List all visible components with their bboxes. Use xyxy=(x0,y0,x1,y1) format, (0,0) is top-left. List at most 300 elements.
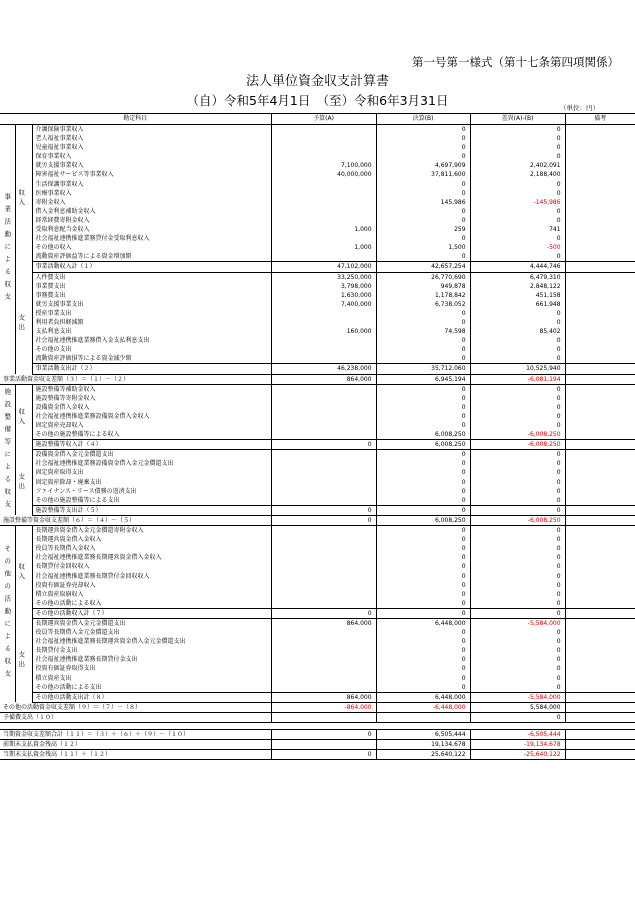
diff-cell: 0 xyxy=(470,683,565,693)
table-row xyxy=(0,282,635,291)
subtotal-row xyxy=(0,505,635,515)
account-label: 保育事業収入 xyxy=(32,152,271,161)
account-label: 固定資産取得支出 xyxy=(32,468,271,477)
actual-cell: 0 xyxy=(376,189,470,198)
budget-cell xyxy=(271,468,376,477)
budget-cell: 47,102,000 xyxy=(271,262,376,272)
remarks-cell xyxy=(565,309,635,318)
diff-cell: 2,188,400 xyxy=(470,170,565,179)
table-row xyxy=(0,637,635,646)
account-label: 投資有価証券取得支出 xyxy=(32,664,271,673)
actual-cell: 0 xyxy=(376,394,470,403)
remarks-cell xyxy=(565,291,635,300)
table-header-row xyxy=(0,114,635,125)
table-row xyxy=(0,143,635,152)
remarks-cell xyxy=(565,272,635,282)
diff-cell: 0 xyxy=(470,628,565,637)
actual-cell: 37,811,600 xyxy=(376,170,470,179)
actual-cell: 6,738,052 xyxy=(376,300,470,309)
account-label: ファイナンス・リース債務の返済支出 xyxy=(32,487,271,496)
account-label: 積立資産取崩収入 xyxy=(32,590,271,599)
summary-label: 当期末支払資金残高（１１）＋（１２） xyxy=(0,750,271,760)
subtotal-row xyxy=(0,692,635,702)
subtotal-label: その他の活動支出計（８） xyxy=(32,692,271,702)
diff-cell: 0 xyxy=(470,637,565,646)
budget-cell xyxy=(271,581,376,590)
budget-cell: 1,000 xyxy=(271,243,376,252)
table-row xyxy=(0,628,635,637)
diff-cell: 0 xyxy=(470,189,565,198)
table-row xyxy=(0,336,635,345)
budget-cell: 0 xyxy=(271,505,376,515)
remarks-cell xyxy=(565,336,635,345)
remarks-cell xyxy=(565,152,635,161)
actual-cell: 1,500 xyxy=(376,243,470,252)
budget-cell: 0 xyxy=(271,440,376,450)
subtotal-row xyxy=(0,608,635,618)
diff-cell: -19,134,678 xyxy=(470,740,565,750)
diff-cell: 0 xyxy=(470,664,565,673)
actual-cell: 0 xyxy=(376,526,470,536)
budget-cell: 864,000 xyxy=(271,618,376,628)
actual-cell: 0 xyxy=(376,674,470,683)
remarks-cell xyxy=(565,750,635,760)
table-row xyxy=(0,309,635,318)
table-row xyxy=(0,134,635,143)
budget-cell xyxy=(271,234,376,243)
actual-cell: 0 xyxy=(376,581,470,590)
income-label: 収入 xyxy=(17,407,26,427)
table-row xyxy=(0,655,635,664)
diff-cell: 0 xyxy=(470,143,565,152)
table-row xyxy=(0,354,635,364)
remarks-cell xyxy=(565,608,635,618)
reserve-label: 予備費支出（１０） xyxy=(0,712,271,722)
account-label: 長期運営資金借入金収入 xyxy=(32,535,271,544)
actual-cell: 0 xyxy=(376,143,470,152)
actual-cell: 42,657,254 xyxy=(376,262,470,272)
expense-label: 支出 xyxy=(17,313,26,333)
actual-cell: 0 xyxy=(376,345,470,354)
remarks-cell xyxy=(565,562,635,571)
actual-cell: 0 xyxy=(376,421,470,430)
table-row xyxy=(0,496,635,506)
unit-label: （単位：円） xyxy=(560,104,599,112)
table-row xyxy=(0,599,635,609)
diff-cell: 0 xyxy=(470,646,565,655)
actual-cell: 0 xyxy=(376,134,470,143)
table-row xyxy=(0,198,635,207)
table-row xyxy=(0,544,635,553)
account-label: 施設整備等補助金収入 xyxy=(32,384,271,394)
budget-cell xyxy=(271,526,376,536)
budget-cell xyxy=(271,544,376,553)
remarks-cell xyxy=(565,234,635,243)
remarks-cell xyxy=(565,637,635,646)
account-label: 流動資産評価益等による資金増加額 xyxy=(32,252,271,262)
remarks-cell xyxy=(565,134,635,143)
table-row xyxy=(0,272,635,282)
balance-label: 施設整備等資金収支差額（６）＝（４）－（５） xyxy=(0,515,271,525)
diff-cell: 0 xyxy=(470,459,565,468)
actual-cell: 0 xyxy=(376,403,470,412)
diff-cell: -6,008,250 xyxy=(470,430,565,440)
account-label: 寄附金収入 xyxy=(32,198,271,207)
diff-cell: 0 xyxy=(470,152,565,161)
budget-cell xyxy=(271,637,376,646)
diff-cell: 0 xyxy=(470,655,565,664)
remarks-cell xyxy=(565,468,635,477)
remarks-cell xyxy=(565,599,635,609)
actual-cell: 0 xyxy=(376,354,470,364)
diff-cell: 0 xyxy=(470,336,565,345)
account-label: 社会福祉連携推進業務設備資金借入金元金償還支出 xyxy=(32,459,271,468)
budget-cell xyxy=(271,487,376,496)
remarks-cell xyxy=(565,478,635,487)
header-budget: 予算(A) xyxy=(271,114,376,125)
diff-cell: 6,479,310 xyxy=(470,272,565,282)
remarks-cell xyxy=(565,692,635,702)
actual-cell: 26,770,690 xyxy=(376,272,470,282)
account-label: 社会福祉連携推進業務設備資金借入金収入 xyxy=(32,412,271,421)
actual-cell: 0 xyxy=(376,412,470,421)
remarks-cell xyxy=(565,125,635,135)
actual-cell: 0 xyxy=(376,535,470,544)
subtotal-label: その他の活動収入計（７） xyxy=(32,608,271,618)
account-label: 社会福祉連携推進業務長期貸付金回収収入 xyxy=(32,572,271,581)
income-label: 収入 xyxy=(17,562,26,582)
diff-cell: 0 xyxy=(470,345,565,354)
remarks-cell xyxy=(565,515,635,525)
diff-cell: 0 xyxy=(470,468,565,477)
budget-cell: 1,000 xyxy=(271,225,376,234)
table-row xyxy=(0,412,635,421)
subtotal-label: 施設整備等収入計（４） xyxy=(32,440,271,450)
actual-cell: 6,945,194 xyxy=(376,374,470,384)
actual-cell: 0 xyxy=(376,655,470,664)
diff-cell: 0 xyxy=(470,526,565,536)
budget-cell xyxy=(271,134,376,143)
budget-cell xyxy=(271,683,376,693)
remarks-cell xyxy=(565,421,635,430)
account-label: 利用者負担軽減額 xyxy=(32,318,271,327)
table-row xyxy=(0,478,635,487)
actual-cell: -6,448,000 xyxy=(376,702,470,712)
budget-cell xyxy=(271,496,376,506)
budget-cell xyxy=(271,207,376,216)
remarks-cell xyxy=(565,740,635,750)
account-label: 就労支援事業収入 xyxy=(32,161,271,170)
summary-row xyxy=(0,750,635,760)
budget-cell xyxy=(271,198,376,207)
budget-cell xyxy=(271,252,376,262)
remarks-cell xyxy=(565,170,635,179)
diff-cell: 0 xyxy=(470,712,565,722)
expense-label: 支出 xyxy=(17,650,26,670)
account-label: 設備資金借入金元金償還支出 xyxy=(32,450,271,460)
table-row xyxy=(0,216,635,225)
budget-cell xyxy=(271,318,376,327)
diff-cell: 10,525,940 xyxy=(470,364,565,374)
account-label: 役員等長期借入金元金償還支出 xyxy=(32,628,271,637)
table-row xyxy=(0,152,635,161)
remarks-cell xyxy=(565,403,635,412)
diff-cell: 0 xyxy=(470,216,565,225)
remarks-cell xyxy=(565,572,635,581)
account-label: 施設整備等寄附金収入 xyxy=(32,394,271,403)
diff-cell: 0 xyxy=(470,134,565,143)
diff-cell: 0 xyxy=(470,496,565,506)
remarks-cell xyxy=(565,712,635,722)
remarks-cell xyxy=(565,590,635,599)
budget-cell xyxy=(271,384,376,394)
table-row xyxy=(0,646,635,655)
remarks-cell xyxy=(565,189,635,198)
table-row xyxy=(0,590,635,599)
actual-cell: 0 xyxy=(376,216,470,225)
spacer-cell xyxy=(0,723,635,730)
budget-cell xyxy=(271,740,376,750)
account-label: その他の活動による収入 xyxy=(32,599,271,609)
category-business: 事業活動による収支 xyxy=(0,125,15,375)
diff-cell: 0 xyxy=(470,309,565,318)
table-row xyxy=(0,430,635,440)
budget-cell xyxy=(271,125,376,135)
account-label: 授産事業支出 xyxy=(32,309,271,318)
account-label: 社会福祉連携推進業務長期貸付金支出 xyxy=(32,655,271,664)
account-label: 長期運営資金借入金元金償還寄附金収入 xyxy=(32,526,271,536)
remarks-cell xyxy=(565,683,635,693)
table-row xyxy=(0,535,635,544)
table-row xyxy=(0,243,635,252)
budget-cell: 0 xyxy=(271,515,376,525)
remarks-cell xyxy=(565,143,635,152)
diff-cell: 5,584,000 xyxy=(470,702,565,712)
diff-cell: -5,584,000 xyxy=(470,692,565,702)
expense-label: 支出 xyxy=(17,473,26,493)
table-row xyxy=(0,170,635,179)
account-label: 長期貸付金回収収入 xyxy=(32,562,271,571)
diff-cell: 0 xyxy=(470,412,565,421)
table-row xyxy=(0,345,635,354)
diff-cell: 0 xyxy=(470,421,565,430)
remarks-cell xyxy=(565,730,635,740)
actual-cell: 6,448,000 xyxy=(376,618,470,628)
remarks-cell xyxy=(565,581,635,590)
actual-cell: 0 xyxy=(376,646,470,655)
budget-cell: -864,000 xyxy=(271,702,376,712)
diff-cell: 2,848,122 xyxy=(470,282,565,291)
account-label: 支払利息支出 xyxy=(32,327,271,336)
account-label: 借入金利息補助金収入 xyxy=(32,207,271,216)
actual-cell: 0 xyxy=(376,459,470,468)
budget-cell xyxy=(271,403,376,412)
actual-cell: 6,008,250 xyxy=(376,440,470,450)
actual-cell: 74,598 xyxy=(376,327,470,336)
account-label: 長期運営資金借入金元金償還支出 xyxy=(32,618,271,628)
diff-cell: 0 xyxy=(470,581,565,590)
remarks-cell xyxy=(565,430,635,440)
remarks-cell xyxy=(565,487,635,496)
budget-cell xyxy=(271,572,376,581)
account-label: 社会福祉連携推進業務長期運営資金借入金元金償還支出 xyxy=(32,637,271,646)
budget-cell xyxy=(271,599,376,609)
table-body xyxy=(0,114,635,760)
diff-cell: 0 xyxy=(470,590,565,599)
account-label: 介護保険事業収入 xyxy=(32,125,271,135)
actual-cell: 4,697,909 xyxy=(376,161,470,170)
budget-cell: 3,798,000 xyxy=(271,282,376,291)
diff-cell: -6,505,444 xyxy=(470,730,565,740)
diff-cell: 0 xyxy=(470,553,565,562)
table-row xyxy=(0,327,635,336)
account-label: 生活保護事業収入 xyxy=(32,180,271,189)
budget-cell: 0 xyxy=(271,608,376,618)
reserve-row xyxy=(0,712,635,722)
account-label: 事務費支出 xyxy=(32,291,271,300)
actual-cell: 0 xyxy=(376,608,470,618)
table-row xyxy=(0,225,635,234)
actual-cell: 0 xyxy=(376,553,470,562)
diff-cell: -500 xyxy=(470,243,565,252)
balance-label: その他の活動資金収支差額（９）＝（７）－（８） xyxy=(0,702,271,712)
diff-cell: 741 xyxy=(470,225,565,234)
remarks-cell xyxy=(565,702,635,712)
budget-cell xyxy=(271,674,376,683)
remarks-cell xyxy=(565,384,635,394)
table-row xyxy=(0,526,635,536)
diff-cell: 0 xyxy=(470,535,565,544)
budget-cell: 7,100,000 xyxy=(271,161,376,170)
actual-cell: 949,878 xyxy=(376,282,470,291)
table-row xyxy=(0,180,635,189)
diff-cell: 0 xyxy=(470,234,565,243)
actual-cell: 6,448,000 xyxy=(376,692,470,702)
table-row xyxy=(0,394,635,403)
remarks-cell xyxy=(565,180,635,189)
budget-cell xyxy=(271,309,376,318)
table-row xyxy=(0,664,635,673)
diff-cell: 0 xyxy=(470,505,565,515)
remarks-cell xyxy=(565,646,635,655)
budget-cell xyxy=(271,336,376,345)
budget-cell: 46,238,000 xyxy=(271,364,376,374)
category-other: その他の活動による収支 xyxy=(0,526,15,703)
actual-cell: 0 xyxy=(376,468,470,477)
diff-cell: 0 xyxy=(470,318,565,327)
actual-cell: 0 xyxy=(376,252,470,262)
account-label: 固定資産除却・廃棄支出 xyxy=(32,478,271,487)
budget-cell xyxy=(271,535,376,544)
diff-cell: -25,640,122 xyxy=(470,750,565,760)
account-label: その他の施設整備等による支出 xyxy=(32,496,271,506)
remarks-cell xyxy=(565,354,635,364)
remarks-cell xyxy=(565,374,635,384)
account-label: 児童福祉事業収入 xyxy=(32,143,271,152)
budget-cell xyxy=(271,189,376,198)
subtotal-label: 事業活動支出計（２） xyxy=(32,364,271,374)
actual-cell: 0 xyxy=(376,180,470,189)
actual-cell: 0 xyxy=(376,207,470,216)
page-title: 法人単位資金収支計算書 xyxy=(245,74,389,89)
budget-cell: 7,400,000 xyxy=(271,300,376,309)
diff-cell: 0 xyxy=(470,384,565,394)
actual-cell: 19,134,678 xyxy=(376,740,470,750)
category-facility: 施設整備等による収支 xyxy=(0,384,15,515)
account-label: その他の支出 xyxy=(32,345,271,354)
actual-cell: 0 xyxy=(376,637,470,646)
diff-cell: 0 xyxy=(470,207,565,216)
balance-row xyxy=(0,702,635,712)
actual-cell: 6,008,250 xyxy=(376,515,470,525)
actual-cell: 0 xyxy=(376,309,470,318)
remarks-cell xyxy=(565,207,635,216)
budget-cell xyxy=(271,450,376,460)
diff-cell: 0 xyxy=(470,674,565,683)
fiscal-period: （自）令和5年4月1日 （至）令和6年3月31日 xyxy=(186,93,449,108)
remarks-cell xyxy=(565,526,635,536)
budget-cell xyxy=(271,590,376,599)
diff-cell: 451,158 xyxy=(470,291,565,300)
diff-cell: 0 xyxy=(470,562,565,571)
diff-cell: -5,584,000 xyxy=(470,618,565,628)
remarks-cell xyxy=(565,496,635,506)
budget-cell: 160,000 xyxy=(271,327,376,336)
account-label: 老人福祉事業収入 xyxy=(32,134,271,143)
remarks-cell xyxy=(565,345,635,354)
actual-cell: 259 xyxy=(376,225,470,234)
budget-cell xyxy=(271,562,376,571)
summary-label: 当期資金収支差額合計（１１）＝（３）＋（６）＋（９）－（１０） xyxy=(0,730,271,740)
budget-cell xyxy=(271,152,376,161)
account-label: 社会福祉連携推進業務貸付金受取利息収入 xyxy=(32,234,271,243)
table-row xyxy=(0,468,635,477)
table-row xyxy=(0,421,635,430)
account-label: 社会福祉連携推進業務長期運営資金借入金収入 xyxy=(32,553,271,562)
table-row xyxy=(0,581,635,590)
diff-cell: -6,008,250 xyxy=(470,515,565,525)
diff-cell: 0 xyxy=(470,450,565,460)
budget-cell xyxy=(271,421,376,430)
table-row xyxy=(0,234,635,243)
diff-cell: 0 xyxy=(470,403,565,412)
table-row xyxy=(0,553,635,562)
actual-cell: 0 xyxy=(376,152,470,161)
actual-cell: 0 xyxy=(376,599,470,609)
table-row xyxy=(0,459,635,468)
table-row xyxy=(0,161,635,170)
account-label: 経常経費寄附金収入 xyxy=(32,216,271,225)
actual-cell: 0 xyxy=(376,628,470,637)
budget-cell xyxy=(271,459,376,468)
budget-cell xyxy=(271,646,376,655)
account-label: 社会福祉連携推進業務借入金支払利息支出 xyxy=(32,336,271,345)
balance-label: 事業活動資金収支差額（３）＝（１）－（２） xyxy=(0,374,271,384)
remarks-cell xyxy=(565,243,635,252)
budget-cell: 864,000 xyxy=(271,692,376,702)
remarks-cell xyxy=(565,440,635,450)
table-row xyxy=(0,189,635,198)
diff-cell: 0 xyxy=(470,125,565,135)
actual-cell: 0 xyxy=(376,664,470,673)
remarks-cell xyxy=(565,664,635,673)
remarks-cell xyxy=(565,544,635,553)
actual-cell: 0 xyxy=(376,487,470,496)
spacer-row xyxy=(0,723,635,730)
cash-flow-table xyxy=(0,113,635,760)
actual-cell: 0 xyxy=(376,125,470,135)
remarks-cell xyxy=(565,216,635,225)
